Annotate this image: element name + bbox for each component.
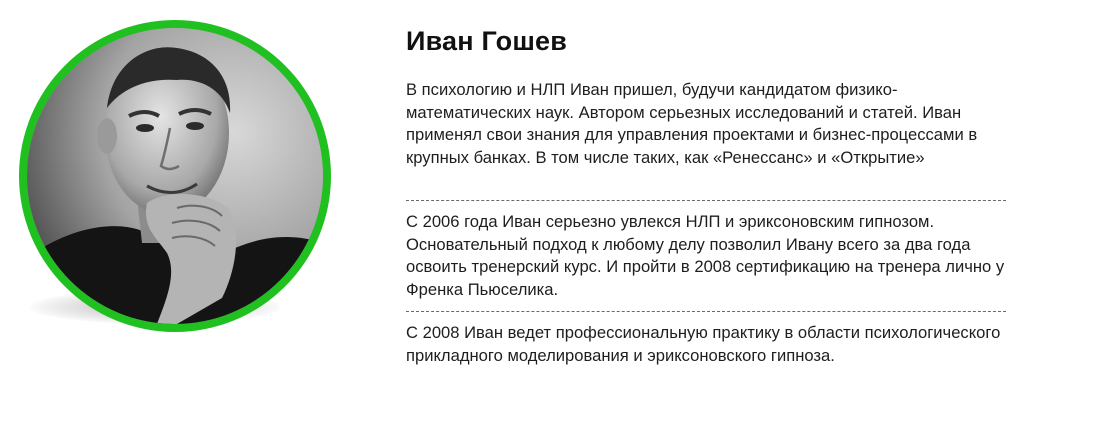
portrait-image	[27, 28, 323, 324]
dotted-divider	[406, 311, 1006, 312]
bio-paragraph-2: С 2006 года Иван серьезно увлекся НЛП и эриксоновским гипнозом. Основательный подход к любому делу позволил Ивану всего за два года освоить тренерский курс. И пройти в 2008 сертификацию на тренера лично у Френка Пьюселика.	[406, 212, 1005, 299]
person-name: Иван Гошев	[406, 26, 568, 56]
profile-photo	[19, 20, 331, 332]
dotted-divider	[406, 200, 1006, 201]
bio-paragraph-1: В психологию и НЛП Иван пришел, будучи кандидатом физико-математических наук. Автором серьезных исследований и статей. Иван применял свои знания для управления проектами и бизнес-процессами в крупных банках. В том числе таких, как «Ренессанс» и «Открытие»	[406, 80, 978, 167]
bio-paragraph-3: С 2008 Иван ведет профессиональную практику в области психологического прикладного моделирования и эриксоновского гипноза.	[406, 323, 1001, 365]
